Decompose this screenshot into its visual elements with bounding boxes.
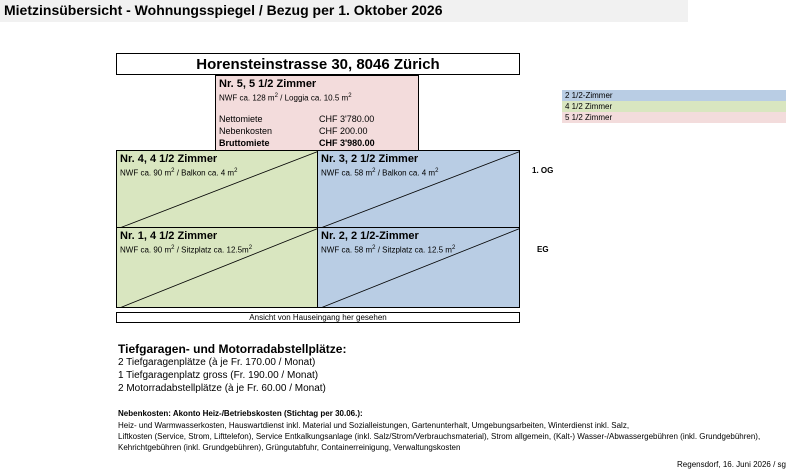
unit-5-nebenkosten: Nebenkosten CHF 200.00 xyxy=(219,126,368,136)
unit-2 xyxy=(317,227,520,308)
page-title: Mietzinsübersicht - Wohnungsspiegel / Bezug per 1. Oktober 2026 xyxy=(4,2,443,18)
unit-1-title: Nr. 1, 4 1/2 Zimmer xyxy=(120,230,218,242)
legend-item-5-5: 5 1/2 Zimmer xyxy=(562,112,786,123)
parking-line: 2 Motorradabstellplätze (à je Fr. 60.00 / Monat) xyxy=(118,383,326,394)
unit-4 xyxy=(116,150,318,228)
parking-heading: Tiefgaragen- und Motorradabstellplätze: xyxy=(118,342,347,356)
unit-5 xyxy=(215,75,419,151)
view-label: Ansicht von Hauseingang her gesehen xyxy=(116,312,520,323)
unit-4-area: NWF ca. 90 $m^2$ / Balkon ca. 4 $m^2$ xyxy=(120,168,238,178)
parking-line: 1 Tiefgaragenplatz gross (Fr. 190.00 / Monat) xyxy=(118,370,319,381)
unit-5-title: Nr. 5, 5 1/2 Zimmer xyxy=(219,78,317,90)
footer-date: Regensdorf, 16. Juni 2026 / sg xyxy=(677,460,786,469)
parking-line: 2 Tiefgaragenplätze (à je Fr. 170.00 / Monat) xyxy=(118,357,316,368)
nebenkosten-title: Nebenkosten: Akonto Heiz-/Betriebskosten (Stichtag per 30.06.): xyxy=(118,409,363,418)
unit-5-area: NWF ca. 128 $m^2$ / Loggia ca. 10.5 $m^2$ xyxy=(219,93,352,103)
nebenkosten-line: Kehrichtgebühren (inkl. Grundgebühren), Grüngutabfuhr, Containerreinigung, Verwaltungskosten xyxy=(118,443,461,452)
legend-item-4-5: 4 1/2 Zimmer xyxy=(562,101,786,112)
unit-3-area: NWF ca. 58 $m^2$ / Balkon ca. 4 $m^2$ xyxy=(321,168,439,178)
unit-2-title: Nr. 2, 2 1/2-Zimmer xyxy=(321,230,419,242)
unit-5-bruttomiete: Bruttomiete CHF 3'980.00 xyxy=(219,138,375,148)
building-address: Horensteinstrasse 30, 8046 Zürich xyxy=(116,53,520,75)
nebenkosten-line: Heiz- und Warmwasserkosten, Hauswartdienst inkl. Material und Sozialleistungen, Gartenunterhalt, Umgebungsarbeiten, Winterdienst inkl. Salz, xyxy=(118,421,630,430)
unit-5-nettomiete: Nettomiete CHF 3'780.00 xyxy=(219,114,375,124)
unit-1-area: NWF ca. 90 $m^2$ / Sitzplatz ca. $12.5m^2$ xyxy=(120,245,253,255)
unit-3-title: Nr. 3, 2 1/2 Zimmer xyxy=(321,153,419,165)
unit-2-area: NWF ca. 58 $m^2$ / Sitzplatz ca. 12.5 $m^2$ xyxy=(321,245,456,255)
unit-3 xyxy=(317,150,520,228)
floor-label-og: 1. OG xyxy=(532,166,554,175)
title-bar xyxy=(0,0,688,22)
floor-label-eg: EG xyxy=(537,245,549,254)
unit-1 xyxy=(116,227,318,308)
unit-4-title: Nr. 4, 4 1/2 Zimmer xyxy=(120,153,218,165)
nebenkosten-line: Liftkosten (Service, Strom, Lifttelefon), Service Entkalkungsanlage (inkl. Salz/Strom/Verbrauchsmaterial), Strom allgemein, (Kalt-) Wasser-/Abwassergebühren (inkl. Grundgebühren), xyxy=(118,432,761,441)
legend-item-2-5: 2 1/2-Zimmer xyxy=(562,90,786,101)
